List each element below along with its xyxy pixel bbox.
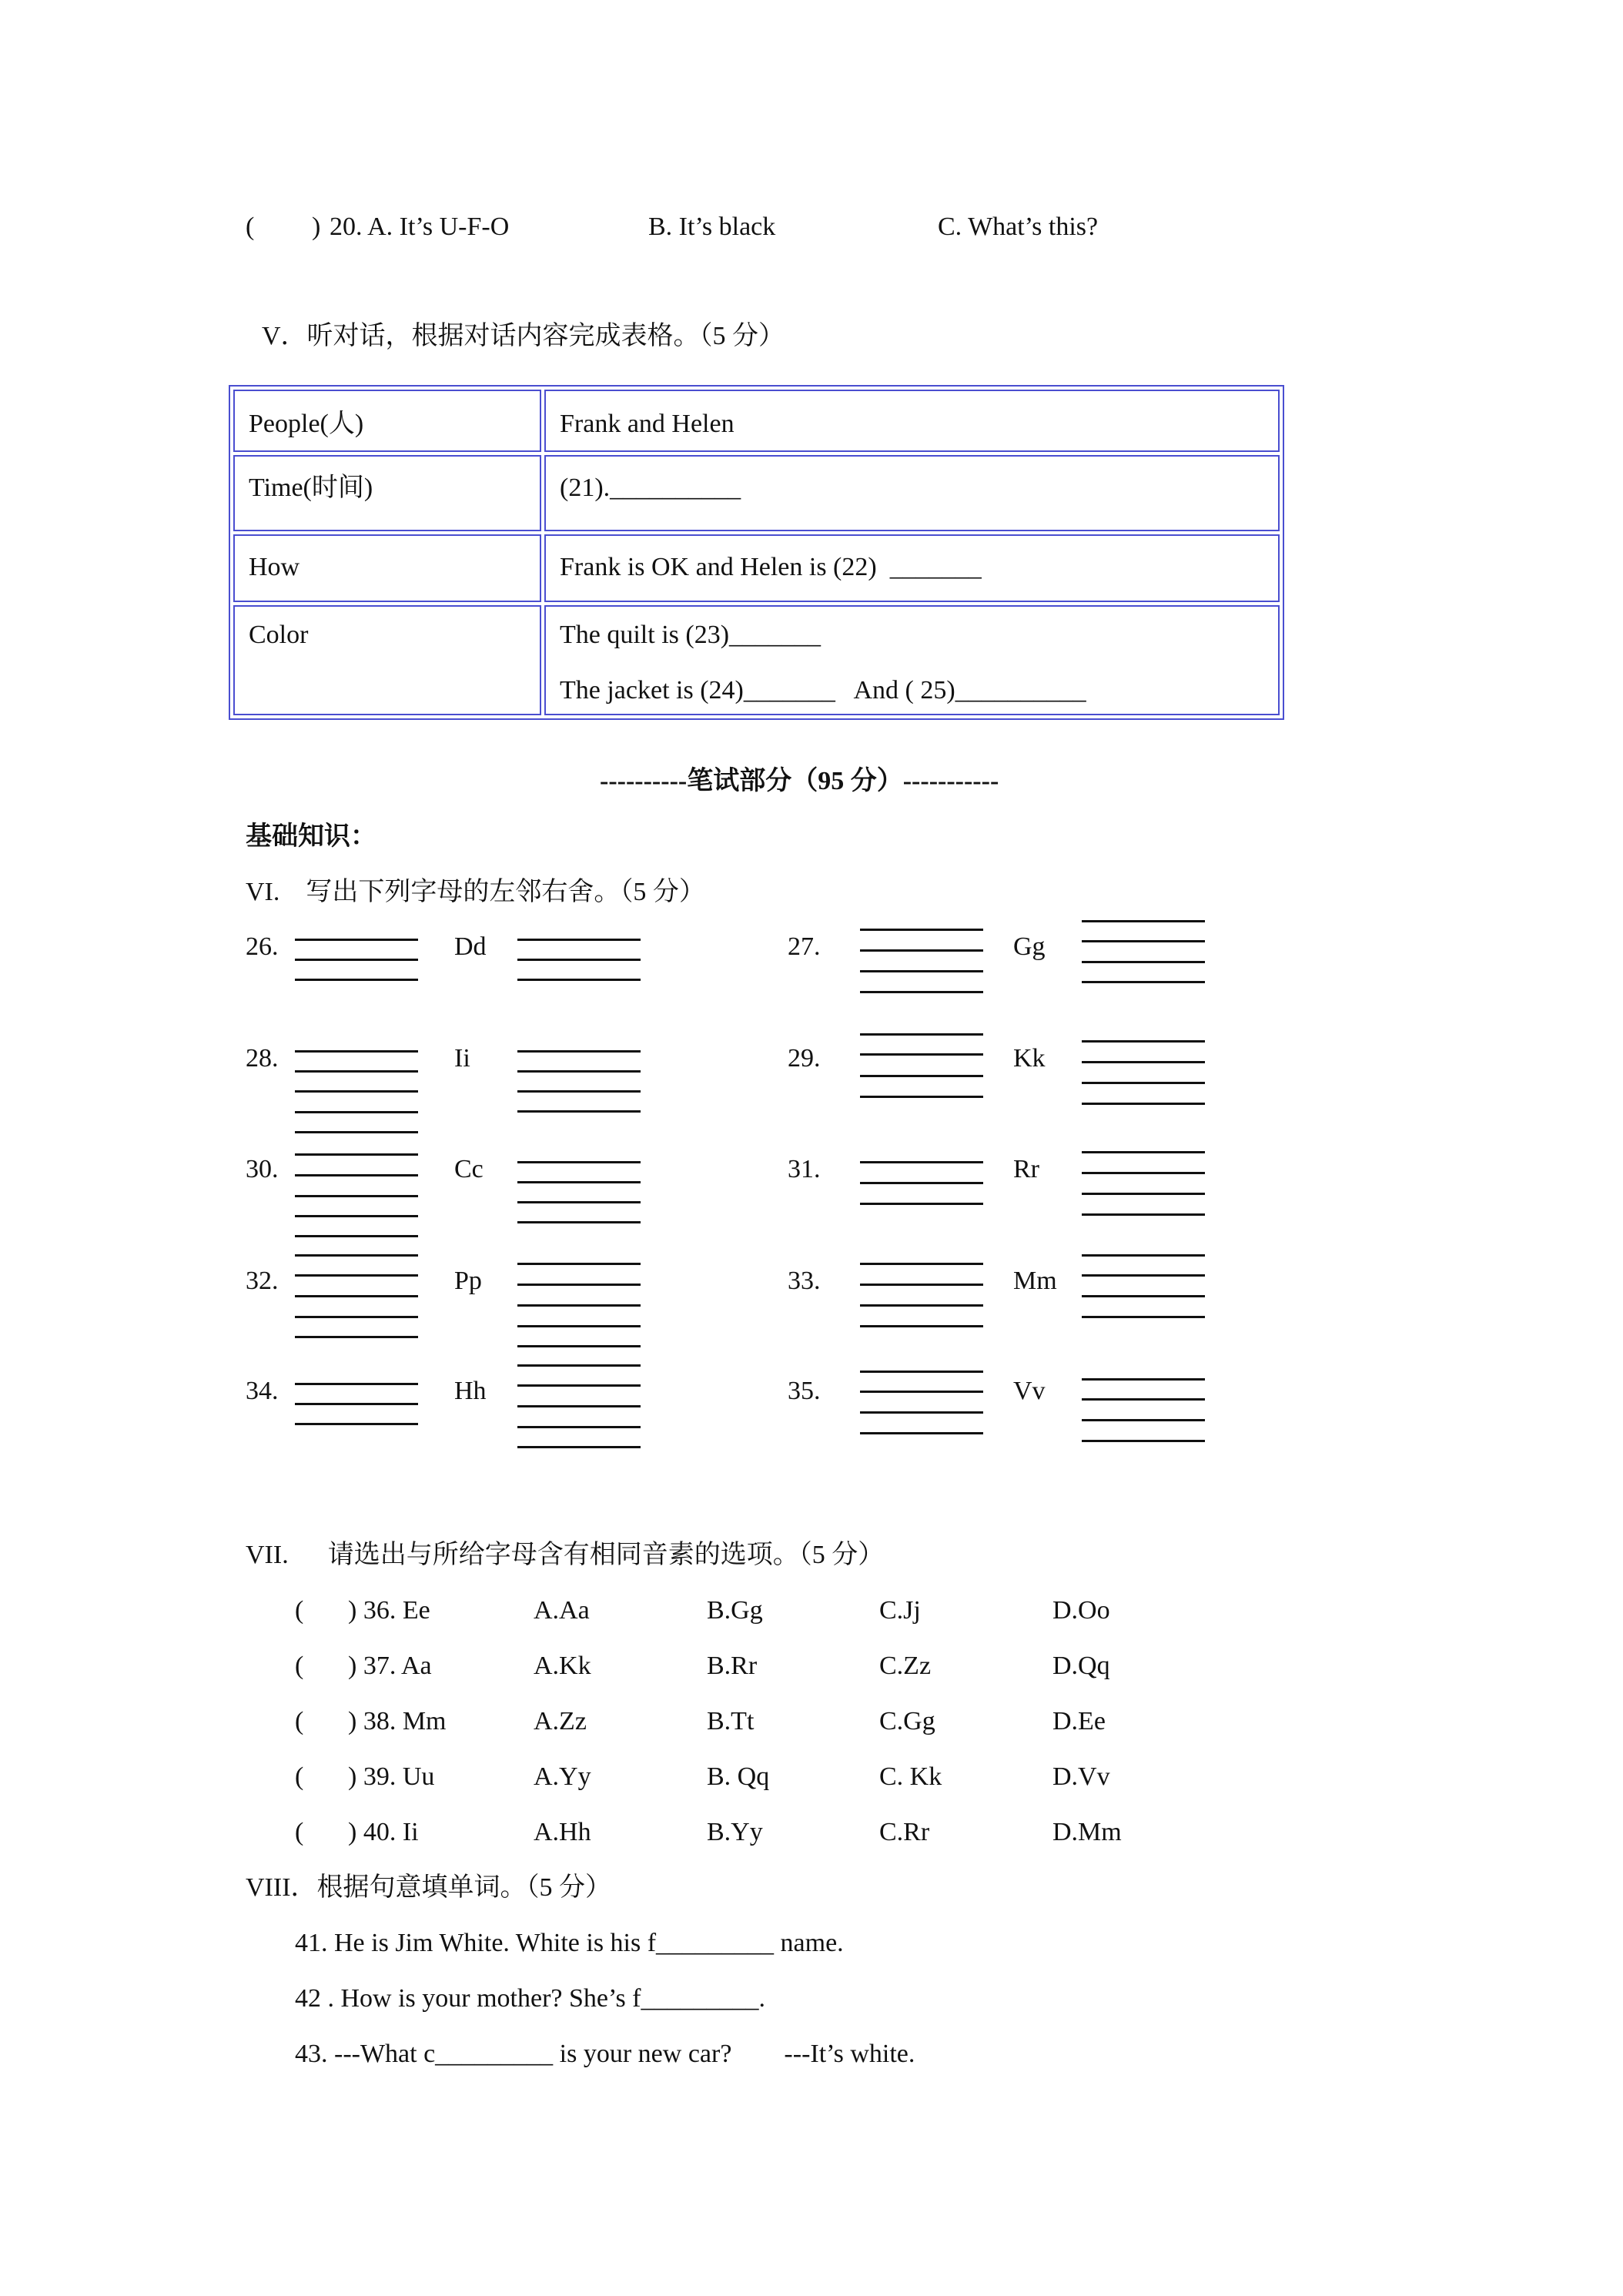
- option-a: A.Hh: [534, 1818, 591, 1846]
- given-letter: Mm: [1013, 1267, 1057, 1295]
- table-label: People(人): [249, 410, 364, 438]
- option-a: A.Kk: [534, 1652, 591, 1680]
- section-viii-title: VIII．根据句意填单词。（5 分）: [246, 1873, 612, 1902]
- answer-blank-line[interactable]: [295, 1403, 418, 1405]
- answer-blank-line[interactable]: [295, 1235, 418, 1237]
- letter-item-number: 28.: [246, 1044, 279, 1073]
- answer-blank-line[interactable]: [517, 1325, 641, 1327]
- answer-blank-line[interactable]: [860, 1033, 983, 1036]
- question-20-option-a: ): [312, 213, 321, 241]
- answer-blank-line[interactable]: [517, 1446, 641, 1448]
- answer-blank-line[interactable]: [517, 1384, 641, 1387]
- given-letter: Gg: [1013, 932, 1046, 961]
- table-row-time-value-cell: [544, 455, 1280, 531]
- answer-blank-line[interactable]: [860, 970, 983, 972]
- answer-blank-line[interactable]: [517, 1405, 641, 1407]
- answer-blank-line[interactable]: [517, 1284, 641, 1286]
- given-letter: Pp: [454, 1267, 482, 1295]
- answer-blank-line[interactable]: [517, 1201, 641, 1203]
- answer-blank-line[interactable]: [1082, 1061, 1205, 1063]
- option-d: D.Oo: [1052, 1596, 1110, 1625]
- answer-blank-line[interactable]: [295, 1050, 418, 1053]
- option-d: D.Vv: [1052, 1762, 1110, 1791]
- answer-blank-line[interactable]: [517, 1364, 641, 1367]
- answer-blank-line[interactable]: [295, 1316, 418, 1318]
- answer-blank-line[interactable]: [295, 959, 418, 961]
- letter-item-number: 26.: [246, 932, 279, 961]
- given-letter: Cc: [454, 1155, 484, 1183]
- basic-knowledge-heading: 基础知识：: [246, 822, 376, 851]
- question-20-option-c: C. What’s this?: [938, 213, 1099, 241]
- answer-blank-line[interactable]: [1082, 940, 1205, 942]
- dialog-table: [229, 385, 1284, 720]
- answer-blank-line[interactable]: [860, 1371, 983, 1373]
- table-value: Frank is OK and Helen is (22) _______: [560, 553, 982, 581]
- letter-item-number: 29.: [788, 1044, 821, 1073]
- answer-paren-open: (: [295, 1762, 304, 1791]
- answer-blank-line[interactable]: [860, 1075, 983, 1077]
- answer-paren-open: (: [246, 213, 255, 241]
- answer-blank-line[interactable]: [295, 1274, 418, 1277]
- question-stem: ) 38. Mm: [348, 1707, 447, 1735]
- answer-blank-line[interactable]: [860, 929, 983, 931]
- answer-blank-line[interactable]: [295, 1131, 418, 1133]
- letter-item-number: 32.: [246, 1267, 279, 1295]
- answer-paren-open: (: [295, 1596, 304, 1625]
- answer-blank-line[interactable]: [1082, 1103, 1205, 1105]
- answer-blank-line[interactable]: [1082, 1193, 1205, 1195]
- option-b: B. Qq: [707, 1762, 770, 1791]
- answer-blank-line[interactable]: [1082, 981, 1205, 983]
- answer-blank-line[interactable]: [860, 1263, 983, 1265]
- answer-blank-line[interactable]: [860, 1432, 983, 1434]
- answer-blank-line[interactable]: [295, 1174, 418, 1176]
- option-c: C.Gg: [879, 1707, 935, 1735]
- table-row-color-label-cell: [233, 605, 541, 715]
- answer-blank-line[interactable]: [1082, 1254, 1205, 1257]
- option-b: B.Yy: [707, 1818, 763, 1846]
- answer-blank-line[interactable]: [517, 1304, 641, 1307]
- answer-blank-line[interactable]: [860, 1411, 983, 1414]
- option-b: B.Gg: [707, 1596, 763, 1625]
- option-c: C.Rr: [879, 1818, 930, 1846]
- letter-item-number: 34.: [246, 1377, 279, 1405]
- table-value: The quilt is (23)_______: [560, 621, 822, 649]
- answer-blank-line[interactable]: [860, 991, 983, 993]
- answer-blank-line[interactable]: [295, 1153, 418, 1156]
- answer-blank-line[interactable]: [1082, 1213, 1205, 1216]
- answer-blank-line[interactable]: [860, 1096, 983, 1098]
- answer-blank-line[interactable]: [860, 1161, 983, 1163]
- question-stem: ) 40. Ii: [348, 1818, 419, 1846]
- question-stem: ) 36. Ee: [348, 1596, 430, 1625]
- answer-blank-line[interactable]: [517, 1345, 641, 1347]
- question-43: 43. ---What c_________ is your new car? ---It’s white.: [295, 2040, 915, 2068]
- answer-blank-line[interactable]: [860, 949, 983, 952]
- answer-blank-line[interactable]: [295, 979, 418, 981]
- question-stem: ) 39. Uu: [348, 1762, 435, 1791]
- option-b: B.Rr: [707, 1652, 758, 1680]
- answer-blank-line[interactable]: [860, 1304, 983, 1307]
- question-42: 42 . How is your mother? She’s f_________.: [295, 1984, 766, 2013]
- table-row-people-label-cell: [233, 390, 541, 452]
- answer-blank-line[interactable]: [1082, 1378, 1205, 1381]
- given-letter: Dd: [454, 932, 487, 961]
- answer-blank-line[interactable]: [1082, 1040, 1205, 1043]
- answer-blank-line[interactable]: [517, 1221, 641, 1223]
- answer-blank-line[interactable]: [1082, 1172, 1205, 1174]
- option-d: D.Ee: [1052, 1707, 1106, 1735]
- table-value: Frank and Helen: [560, 410, 735, 438]
- table-row-time-label-cell: [233, 455, 541, 531]
- answer-blank-line[interactable]: [295, 1383, 418, 1385]
- question-41: 41. He is Jim White. White is his f_________ name.: [295, 1929, 844, 1957]
- answer-blank-line[interactable]: [1082, 1082, 1205, 1084]
- answer-blank-line[interactable]: [860, 1284, 983, 1286]
- option-a: A.Zz: [534, 1707, 587, 1735]
- answer-blank-line[interactable]: [295, 1195, 418, 1197]
- answer-blank-line[interactable]: [295, 1295, 418, 1297]
- answer-blank-line[interactable]: [295, 1254, 418, 1257]
- question-20-text: 20. A. It’s U-F-O: [330, 213, 510, 241]
- question-20-option-b: B. It’s black: [648, 213, 776, 241]
- answer-paren-open: (: [295, 1818, 304, 1846]
- answer-blank-line[interactable]: [295, 1215, 418, 1217]
- answer-blank-line[interactable]: [295, 1111, 418, 1113]
- answer-blank-line[interactable]: [1082, 1274, 1205, 1277]
- answer-blank-line[interactable]: [860, 1182, 983, 1184]
- answer-blank-line[interactable]: [1082, 1398, 1205, 1401]
- answer-blank-line[interactable]: [517, 959, 641, 961]
- table-row-color-value-cell: [544, 605, 1280, 715]
- answer-blank-line[interactable]: [860, 1325, 983, 1327]
- answer-paren-open: (: [295, 1652, 304, 1680]
- option-c: C.Jj: [879, 1596, 921, 1625]
- table-row-how-value-cell: [544, 534, 1280, 602]
- table-label: How: [249, 553, 300, 581]
- given-letter: Vv: [1013, 1377, 1046, 1405]
- option-c: C. Kk: [879, 1762, 942, 1791]
- answer-blank-line[interactable]: [517, 1161, 641, 1163]
- table-label: Color: [249, 621, 309, 649]
- question-stem: ) 37. Aa: [348, 1652, 432, 1680]
- option-a: A.Aa: [534, 1596, 590, 1625]
- answer-blank-line[interactable]: [295, 939, 418, 941]
- given-letter: Ii: [454, 1044, 470, 1073]
- table-value: (21).__________: [560, 474, 741, 502]
- option-c: C.Zz: [879, 1652, 932, 1680]
- section-vii-title: VII. 请选出与所给字母含有相同音素的选项。（5 分）: [246, 1541, 885, 1569]
- letter-item-number: 31.: [788, 1155, 821, 1183]
- table-label: Time(时间): [249, 474, 373, 502]
- answer-blank-line[interactable]: [517, 1070, 641, 1073]
- answer-blank-line[interactable]: [1082, 1151, 1205, 1153]
- answer-blank-line[interactable]: [1082, 1440, 1205, 1442]
- answer-blank-line[interactable]: [1082, 1419, 1205, 1421]
- answer-blank-line[interactable]: [860, 1391, 983, 1393]
- answer-blank-line[interactable]: [295, 1070, 418, 1073]
- given-letter: Hh: [454, 1377, 487, 1405]
- answer-blank-line[interactable]: [295, 1090, 418, 1093]
- answer-blank-line[interactable]: [517, 939, 641, 941]
- option-d: D.Mm: [1052, 1818, 1122, 1846]
- table-value: The jacket is (24)_______ And ( 25)__________: [560, 676, 1086, 705]
- table-row-how-label-cell: [233, 534, 541, 602]
- answer-blank-line[interactable]: [1082, 1295, 1205, 1297]
- answer-blank-line[interactable]: [517, 1050, 641, 1053]
- given-letter: Rr: [1013, 1155, 1039, 1183]
- answer-blank-line[interactable]: [1082, 920, 1205, 922]
- letter-item-number: 35.: [788, 1377, 821, 1405]
- answer-blank-line[interactable]: [517, 1090, 641, 1093]
- answer-blank-line[interactable]: [860, 1203, 983, 1205]
- answer-blank-line[interactable]: [1082, 961, 1205, 963]
- option-a: A.Yy: [534, 1762, 591, 1791]
- answer-paren-open: (: [295, 1707, 304, 1735]
- table-row-people-value-cell: [544, 390, 1280, 452]
- letter-item-number: 30.: [246, 1155, 279, 1183]
- answer-blank-line[interactable]: [295, 1336, 418, 1338]
- option-d: D.Qq: [1052, 1652, 1110, 1680]
- answer-blank-line[interactable]: [517, 1181, 641, 1183]
- given-letter: Kk: [1013, 1044, 1046, 1073]
- answer-blank-line[interactable]: [517, 979, 641, 981]
- letter-item-number: 33.: [788, 1267, 821, 1295]
- option-b: B.Tt: [707, 1707, 755, 1735]
- answer-blank-line[interactable]: [1082, 1316, 1205, 1318]
- answer-blank-line[interactable]: [860, 1053, 983, 1056]
- section-vi-title: VI. 写出下列字母的左邻右舍。（5 分）: [246, 878, 705, 906]
- letter-item-number: 27.: [788, 932, 821, 961]
- answer-blank-line[interactable]: [517, 1110, 641, 1113]
- section-v-title: V．听对话，根据对话内容完成表格。（5 分）: [262, 322, 785, 350]
- answer-blank-line[interactable]: [517, 1263, 641, 1265]
- written-part-title: ----------笔试部分（95 分）-----------: [600, 767, 999, 795]
- answer-blank-line[interactable]: [517, 1426, 641, 1428]
- answer-blank-line[interactable]: [295, 1423, 418, 1425]
